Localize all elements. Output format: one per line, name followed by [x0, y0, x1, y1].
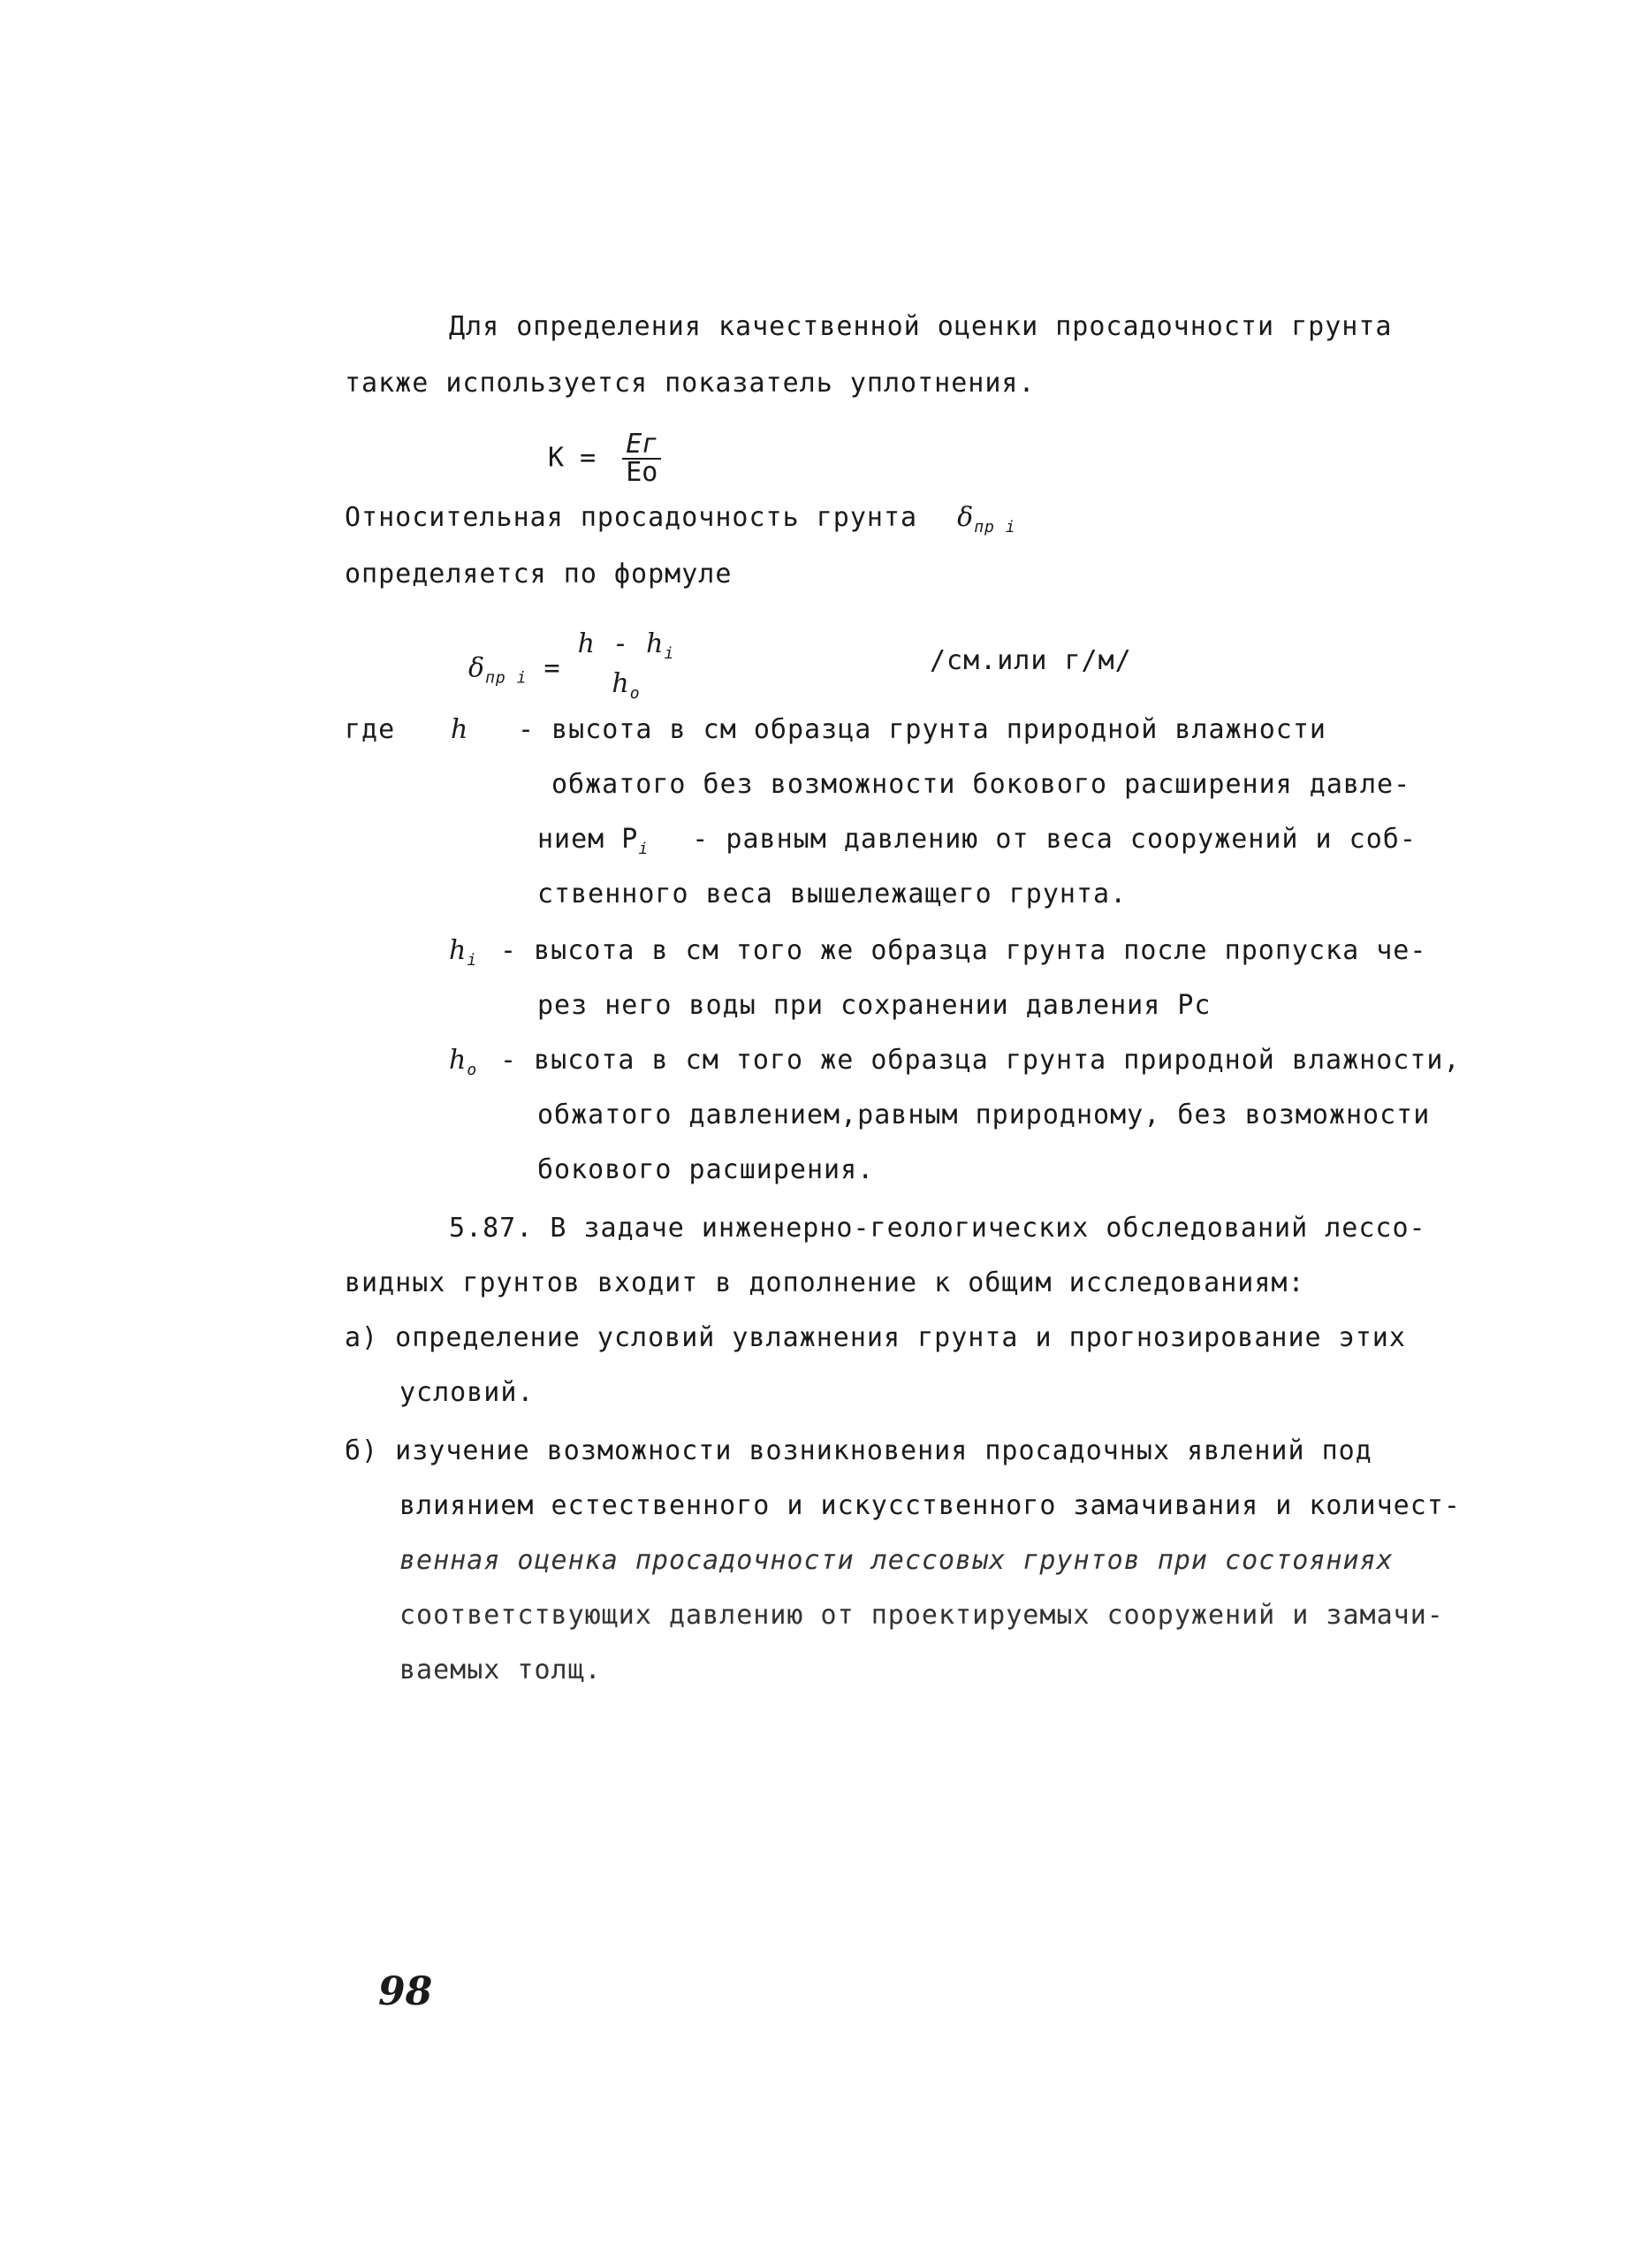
def-h-line2: обжатого без возможности бокового расширения давле-: [551, 769, 1411, 800]
formula-delta-sub: пр i: [485, 668, 528, 688]
numerator-hi-sub: i: [664, 644, 675, 663]
section-587-line1: 5.87. В задаче инженерно-геологических обследований лессо-: [449, 1213, 1426, 1244]
def-ho-line1: - высота в см того же образца грунта природной влажности,: [500, 1045, 1461, 1076]
def-hi-symbol: [449, 933, 477, 978]
formula-delta-eq: =: [543, 652, 561, 684]
def-h-line3-b: - равным давлению от веса сооружений и соб-: [692, 824, 1417, 855]
delta-subscript: пр i: [974, 518, 1016, 537]
numerator-hi: h: [646, 628, 665, 659]
item-a-line2: условий.: [399, 1377, 535, 1408]
where-label: где: [345, 714, 396, 745]
numerator-minus: -: [612, 628, 630, 659]
formula-delta-fraction: [578, 629, 675, 709]
formula-k-denominator: Ео: [626, 457, 658, 488]
item-a-line1: а) определение условий увлажнения грунта и прогнозирование этих: [345, 1322, 1406, 1353]
denominator-h-sub: o: [629, 684, 641, 703]
def-h-symbol: h: [451, 714, 469, 745]
def-h-line1: - высота в см образца грунта природной влажности: [518, 714, 1326, 745]
def-hi-line2: рез него воды при сохранении давления Рс: [537, 990, 1212, 1021]
formula-units: /см.или г/м/: [930, 645, 1132, 676]
def-h-line3-sub: i: [638, 840, 650, 858]
formula-k-lhs: К =: [548, 442, 597, 474]
item-b-line1: б) изучение возможности возникновения просадочных явлений под: [345, 1435, 1372, 1466]
formula-delta-numerator: [578, 629, 675, 669]
relative-subsidence-line2: определяется по формуле: [345, 559, 733, 590]
item-b-line5: ваемых толщ.: [399, 1655, 602, 1686]
delta-symbol: δ: [957, 502, 975, 533]
paragraph1-line2: также используется показатель уплотнения.: [345, 368, 1036, 399]
def-ho-line2: обжатого давлением,равным природному, без возможности: [537, 1100, 1431, 1130]
denominator-h: h: [612, 668, 630, 699]
formula-k-fraction: [622, 431, 661, 486]
formula-delta-denominator: [578, 669, 675, 709]
def-hi-h: h: [449, 935, 467, 966]
formula-delta-symbol: δ: [468, 652, 486, 684]
def-h-line3-a: нием Р: [537, 824, 639, 855]
paragraph1-line1: Для определения качественной оценки просадочности грунта: [449, 311, 1393, 342]
def-h-line4: ственного веса вышележащего грунта.: [537, 879, 1128, 909]
item-b-line4: соответствующих давлению от проектируемых сооружений и замачи-: [399, 1600, 1444, 1631]
def-h-line3: [537, 822, 1417, 867]
formula-k: [548, 431, 661, 486]
def-ho-sub: o: [467, 1061, 478, 1079]
section-587-line2: видных грунтов входит в дополнение к общим исследованиям:: [345, 1267, 1305, 1298]
item-b-line3: венная оценка просадочности лессовых грунтов при состояниях: [399, 1545, 1394, 1576]
page-number: 98: [378, 1969, 433, 2014]
formula-delta: [468, 629, 674, 709]
item-b-line2: влиянием естественного и искусственного замачивания и количест-: [399, 1490, 1461, 1521]
relative-subsidence-line1: [345, 500, 1016, 545]
def-hi-sub: i: [467, 951, 478, 970]
def-ho-h: h: [449, 1045, 467, 1076]
def-ho-line3: бокового расширения.: [537, 1154, 875, 1185]
def-ho-symbol: [449, 1043, 477, 1088]
numerator-h: h: [577, 628, 596, 659]
def-hi-line1: - высота в см того же образца грунта после пропуска че-: [500, 935, 1427, 966]
relative-subsidence-text: Относительная просадочность грунта: [345, 502, 918, 533]
formula-k-numerator: Ег: [622, 431, 661, 460]
